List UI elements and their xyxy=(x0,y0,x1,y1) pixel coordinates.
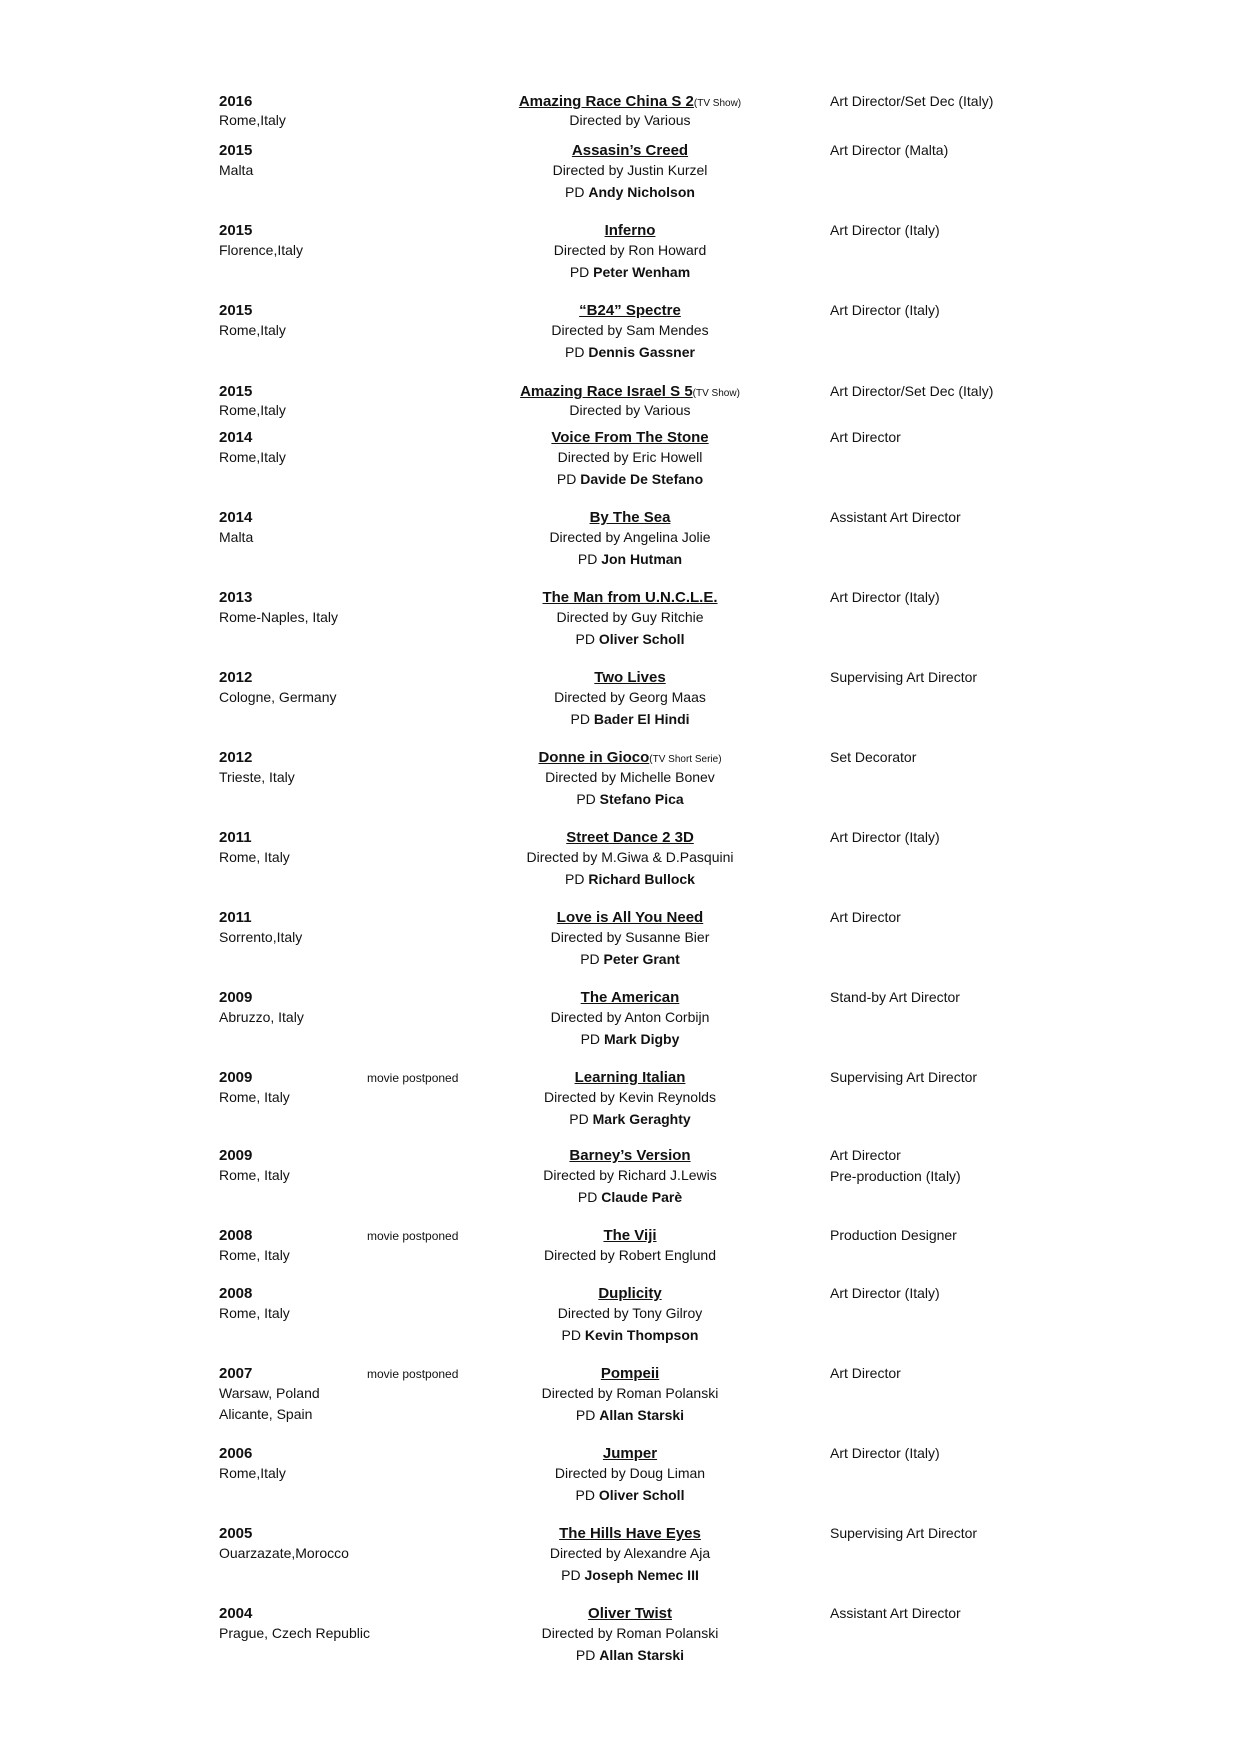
title-text: Love is All You Need xyxy=(556,909,704,926)
entry-role: Set Decorator xyxy=(830,749,917,765)
entry-title xyxy=(450,429,810,446)
entry-location: Rome,Italy xyxy=(219,449,286,465)
entry-title xyxy=(450,829,810,846)
title-text: Voice From The Stone xyxy=(551,429,709,446)
entry-title xyxy=(450,589,810,606)
entry-year: 2012 xyxy=(219,669,253,686)
entry-title xyxy=(450,93,810,110)
entry-year: 2015 xyxy=(219,383,253,400)
pd-name: Allan Starski xyxy=(599,1647,685,1663)
pd-prefix: PD xyxy=(570,711,590,727)
title-text: The Man from U.N.C.L.E. xyxy=(542,589,718,606)
entry-title xyxy=(450,1147,810,1164)
entry-director: Directed by Roman Polanski xyxy=(541,1625,719,1641)
entry-role: Art Director xyxy=(830,429,901,445)
entry-title xyxy=(450,989,810,1006)
entry-year: 2015 xyxy=(219,302,253,319)
entry-role: Supervising Art Director xyxy=(830,1525,978,1541)
title-text: The Viji xyxy=(603,1227,657,1244)
pd-prefix: PD xyxy=(577,1189,598,1205)
entry-role: Art Director (Italy) xyxy=(830,1445,940,1461)
entry-year: 2005 xyxy=(219,1525,253,1542)
entry-title xyxy=(450,1365,810,1382)
entry-director: Directed by Michelle Bonev xyxy=(545,769,715,785)
title-text: The Hills Have Eyes xyxy=(559,1525,701,1542)
entry-location: Rome, Italy xyxy=(219,1089,290,1105)
pd-name: Mark Geraghty xyxy=(592,1111,691,1127)
title-text: By The Sea xyxy=(589,509,671,526)
entry-production-designer xyxy=(450,791,810,807)
pd-prefix: PD xyxy=(575,631,595,647)
entry-director: Directed by Various xyxy=(569,112,691,128)
title-text: Inferno xyxy=(604,222,656,239)
title-text: Jumper xyxy=(602,1445,658,1462)
entry-director: Directed by Roman Polanski xyxy=(541,1385,719,1401)
pd-prefix: PD xyxy=(569,264,590,280)
entry-role: Production Designer xyxy=(830,1227,957,1243)
entry-production-designer xyxy=(450,1327,810,1343)
title-text: Amazing Race Israel S 5 xyxy=(520,383,693,400)
entry-role: Art Director/Set Dec (Italy) xyxy=(830,93,994,109)
entry-location: Rome, Italy xyxy=(219,1305,290,1321)
entry-title xyxy=(450,909,810,926)
entry-location: Rome,Italy xyxy=(219,112,286,128)
entry-role: Art Director (Italy) xyxy=(830,222,940,238)
pd-prefix: PD xyxy=(569,1111,589,1127)
entry-director: Directed by M.Giwa & D.Pasquini xyxy=(526,849,734,865)
pd-prefix: PD xyxy=(565,871,585,887)
title-text: “B24” Spectre xyxy=(579,302,681,319)
entry-role: Art Director (Italy) xyxy=(830,589,940,605)
title-text: Two Lives xyxy=(594,669,666,686)
entry-production-designer xyxy=(450,344,810,360)
pd-name: Allan Starski xyxy=(599,1407,685,1423)
title-text: Oliver Twist xyxy=(588,1605,672,1622)
entry-location: Cologne, Germany xyxy=(219,689,337,705)
entry-production-designer xyxy=(450,551,810,567)
entry-year: 2016 xyxy=(219,93,253,110)
entry-role: Stand-by Art Director xyxy=(830,989,960,1005)
entry-title xyxy=(450,1445,810,1462)
pd-name: Jon Hutman xyxy=(601,551,683,567)
pd-name: Claude Parè xyxy=(601,1189,683,1205)
pd-name: Davide De Stefano xyxy=(580,471,704,487)
entry-role: Art Director/Set Dec (Italy) xyxy=(830,383,994,399)
entry-role: Assistant Art Director xyxy=(830,509,961,525)
title-text: Amazing Race China S 2 xyxy=(518,93,694,110)
entry-title xyxy=(450,302,810,319)
entry-location: Abruzzo, Italy xyxy=(219,1009,304,1025)
entry-production-designer xyxy=(450,1031,810,1047)
entry-role: Assistant Art Director xyxy=(830,1605,961,1621)
entry-year: 2014 xyxy=(219,429,253,446)
entry-title xyxy=(450,383,810,400)
entry-location: Alicante, Spain xyxy=(219,1406,313,1422)
entry-year: 2011 xyxy=(219,829,252,846)
entry-location: Warsaw, Poland xyxy=(219,1385,320,1401)
entry-role: Art Director xyxy=(830,909,901,925)
title-text: Barney’s Version xyxy=(569,1147,691,1164)
entry-director: Directed by Angelina Jolie xyxy=(549,529,711,545)
title-text: Learning Italian xyxy=(574,1069,686,1086)
pd-name: Dennis Gassner xyxy=(588,344,695,360)
entry-director: Directed by Georg Maas xyxy=(554,689,706,705)
entry-role: Supervising Art Director xyxy=(830,669,978,685)
entry-location: Rome, Italy xyxy=(219,1247,290,1263)
entry-director: Directed by Eric Howell xyxy=(557,449,703,465)
pd-prefix: PD xyxy=(575,1647,596,1663)
entry-title xyxy=(450,509,810,526)
pd-prefix: PD xyxy=(565,344,585,360)
entry-director: Directed by Tony Gilroy xyxy=(557,1305,703,1321)
pd-name: Stefano Pica xyxy=(599,791,684,807)
entry-location: Rome, Italy xyxy=(219,1167,290,1183)
entry-director: Directed by Alexandre Aja xyxy=(549,1545,711,1561)
entry-production-designer xyxy=(450,1567,810,1583)
entry-year: 2009 xyxy=(219,989,253,1006)
entry-location: Rome, Italy xyxy=(219,849,290,865)
entry-title xyxy=(450,1227,810,1244)
entry-director: Directed by Kevin Reynolds xyxy=(544,1089,716,1105)
entry-location: Rome,Italy xyxy=(219,402,286,418)
pd-prefix: PD xyxy=(565,184,585,200)
entry-production-designer xyxy=(450,471,810,487)
entry-role: Art Director xyxy=(830,1147,901,1163)
pd-name: Joseph Nemec III xyxy=(584,1567,699,1583)
entry-year: 2006 xyxy=(219,1445,253,1462)
pd-prefix: PD xyxy=(575,1487,595,1503)
title-tag: (TV Show) xyxy=(693,98,742,109)
pd-name: Peter Grant xyxy=(603,951,680,967)
entry-director: Directed by Ron Howard xyxy=(553,242,707,258)
entry-year: 2009 xyxy=(219,1147,253,1164)
pd-prefix: PD xyxy=(556,471,577,487)
entry-director: Directed by Doug Liman xyxy=(554,1465,706,1481)
entry-director: Directed by Anton Corbijn xyxy=(550,1009,710,1025)
entry-location: Rome-Naples, Italy xyxy=(219,609,339,625)
entry-role: Art Director (Malta) xyxy=(830,142,949,158)
entry-title xyxy=(450,1525,810,1542)
entry-director: Directed by Various xyxy=(569,402,691,418)
title-text: Street Dance 2 3D xyxy=(566,829,694,846)
entry-year: 2015 xyxy=(219,222,253,239)
pd-name: Bader El Hindi xyxy=(593,711,690,727)
entry-role: Art Director xyxy=(830,1365,901,1381)
entry-title xyxy=(450,1285,810,1302)
entry-location: Ouarzazate,Morocco xyxy=(219,1545,349,1561)
pd-prefix: PD xyxy=(561,1567,581,1583)
entry-location: Malta xyxy=(219,162,254,178)
entry-role: Art Director (Italy) xyxy=(830,302,940,318)
pd-prefix: PD xyxy=(580,1031,601,1047)
entry-production-designer xyxy=(450,264,810,280)
entry-title xyxy=(450,749,810,766)
pd-prefix: PD xyxy=(576,791,596,807)
entry-production-designer xyxy=(450,1111,810,1127)
entry-production-designer xyxy=(450,184,810,200)
title-tag: (TV Short Serie) xyxy=(649,754,722,765)
entry-title xyxy=(450,669,810,686)
entry-location: Rome,Italy xyxy=(219,322,286,338)
pd-prefix: PD xyxy=(561,1327,581,1343)
pd-name: Peter Wenham xyxy=(593,264,691,280)
pd-name: Oliver Scholl xyxy=(598,631,685,647)
entry-location: Malta xyxy=(219,529,254,545)
entry-title xyxy=(450,1605,810,1622)
title-text: Pompeii xyxy=(600,1365,660,1382)
pd-name: Kevin Thompson xyxy=(584,1327,699,1343)
entry-role: Pre-production (Italy) xyxy=(830,1168,961,1184)
entry-year: 2011 xyxy=(219,909,252,926)
entry-director: Directed by Sam Mendes xyxy=(551,322,709,338)
entry-production-designer xyxy=(450,1647,810,1663)
entry-director: Directed by Guy Ritchie xyxy=(556,609,704,625)
entry-year: 2007 xyxy=(219,1365,253,1382)
entry-production-designer xyxy=(450,711,810,727)
entry-location: Trieste, Italy xyxy=(219,769,295,785)
title-text: Assasin’s Creed xyxy=(571,142,689,159)
entry-production-designer xyxy=(450,1407,810,1423)
entry-year: 2008 xyxy=(219,1227,253,1244)
entry-director: Directed by Richard J.Lewis xyxy=(543,1167,717,1183)
entry-title xyxy=(450,1069,810,1086)
pd-name: Richard Bullock xyxy=(588,871,695,887)
entry-location: Sorrento,Italy xyxy=(219,929,303,945)
entry-location: Rome,Italy xyxy=(219,1465,286,1481)
entry-production-designer xyxy=(450,631,810,647)
entry-year: 2015 xyxy=(219,142,253,159)
pd-prefix: PD xyxy=(575,1407,596,1423)
pd-name: Andy Nicholson xyxy=(588,184,695,200)
entry-production-designer xyxy=(450,1189,810,1205)
pd-name: Mark Digby xyxy=(603,1031,680,1047)
entry-year: 2008 xyxy=(219,1285,253,1302)
title-tag: (TV Show) xyxy=(692,388,740,399)
pd-prefix: PD xyxy=(577,551,598,567)
entry-production-designer xyxy=(450,951,810,967)
entry-year: 2013 xyxy=(219,589,253,606)
entry-title xyxy=(450,142,810,159)
entry-year: 2004 xyxy=(219,1605,253,1622)
entry-role: Art Director (Italy) xyxy=(830,1285,940,1301)
pd-prefix: PD xyxy=(580,951,600,967)
entry-role: Art Director (Italy) xyxy=(830,829,940,845)
entry-note: movie postponed xyxy=(367,1367,459,1381)
entry-director: Directed by Robert Englund xyxy=(544,1247,716,1263)
entry-director: Directed by Justin Kurzel xyxy=(552,162,708,178)
entry-note: movie postponed xyxy=(367,1071,459,1085)
title-text: Duplicity xyxy=(598,1285,662,1302)
entry-year: 2009 xyxy=(219,1069,253,1086)
entry-production-designer xyxy=(450,1487,810,1503)
pd-name: Oliver Scholl xyxy=(598,1487,685,1503)
entry-note: movie postponed xyxy=(367,1229,459,1243)
title-text: The American xyxy=(580,989,680,1006)
entry-year: 2014 xyxy=(219,509,253,526)
entry-production-designer xyxy=(450,871,810,887)
entry-title xyxy=(450,222,810,239)
entry-year: 2012 xyxy=(219,749,253,766)
entry-location: Prague, Czech Republic xyxy=(219,1625,370,1641)
entry-director: Directed by Susanne Bier xyxy=(550,929,710,945)
title-text: Donne in Gioco xyxy=(538,749,650,766)
entry-location: Florence,Italy xyxy=(219,242,304,258)
entry-role: Supervising Art Director xyxy=(830,1069,978,1085)
